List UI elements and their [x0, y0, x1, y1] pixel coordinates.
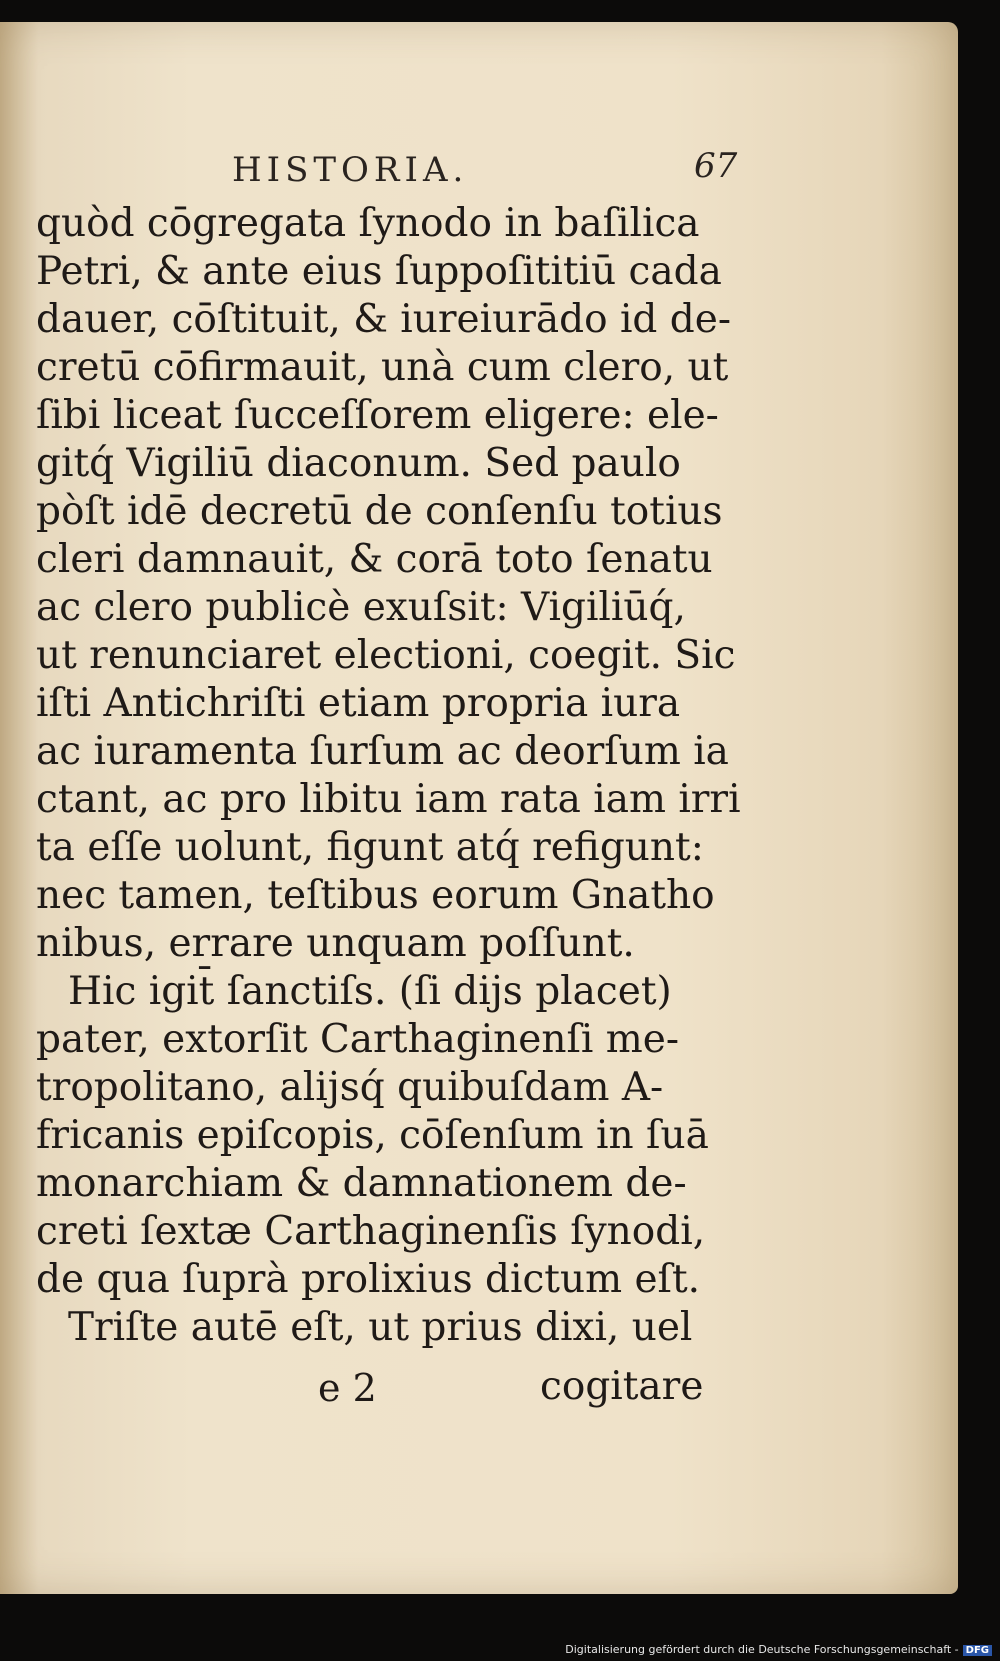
text-line: nibus, errare unquam poſſunt.	[36, 921, 635, 966]
signature-mark: e 2	[318, 1366, 377, 1410]
text-line: pater, extorſit Carthaginenſi me-	[36, 1017, 680, 1062]
text-line: ſibi liceat ſucceſſorem eligere: ele-	[36, 393, 719, 438]
book-page	[0, 22, 958, 1594]
text-line: ac iuramenta ſurſum ac deorſum ia	[36, 729, 729, 774]
text-line: tropolitano, alijsq́ quibuſdam A-	[36, 1065, 664, 1110]
text-line: ctant, ac pro libitu iam rata iam irri	[36, 777, 741, 822]
text-line: Petri, & ante eius ſuppoſititiū cada	[36, 249, 722, 294]
text-line: fricanis epiſcopis, cōſenſum in ſuā	[36, 1113, 709, 1158]
text-line: gitq́ Vigiliū diaconum. Sed paulo	[36, 441, 681, 486]
text-line: cretū cōfirmauit, unà cum clero, ut	[36, 345, 729, 390]
text-line: cleri damnauit, & corā toto ſenatu	[36, 537, 713, 582]
dfg-logo: DFG	[963, 1645, 992, 1656]
catchword: cogitare	[540, 1364, 704, 1409]
text-line: ta eſſe uolunt, figunt atq́ refigunt:	[36, 825, 704, 870]
running-header: HISTORIA.	[232, 150, 469, 190]
text-line: monarchiam & damnationem de-	[36, 1161, 687, 1206]
text-line: dauer, cōſtituit, & iureiurādo id de-	[36, 297, 732, 342]
text-line: pòſt idē decretū de conſenſu totius	[36, 489, 723, 534]
text-line: ut renunciaret electioni, coegit. Sic	[36, 633, 736, 678]
paragraph-start-line: Triſte autē eſt, ut prius dixi, uel	[68, 1305, 693, 1350]
text-line: quòd cōgregata ſynodo in baſilica	[36, 201, 700, 246]
text-line: iſti Antichriſti etiam propria iura	[36, 681, 681, 726]
text-line: nec tamen, teſtibus eorum Gnatho	[36, 873, 715, 918]
text-line: ac clero publicè exuſsit: Vigiliūq́,	[36, 585, 686, 630]
text-line: creti ſextæ Carthaginenſis ſynodi,	[36, 1209, 706, 1254]
folio-number: 67	[694, 146, 738, 186]
credit-text: Digitalisierung gefördert durch die Deutsche Forschungsgemeinschaft -	[565, 1643, 959, 1656]
text-line: de qua ſuprà prolixius dictum eſt.	[36, 1257, 701, 1302]
body-text	[36, 200, 741, 1352]
digitization-credit	[565, 1643, 992, 1656]
paragraph-start-line: Hic igit̄ ſanctiſs. (ſi dijs placet)	[68, 969, 672, 1014]
